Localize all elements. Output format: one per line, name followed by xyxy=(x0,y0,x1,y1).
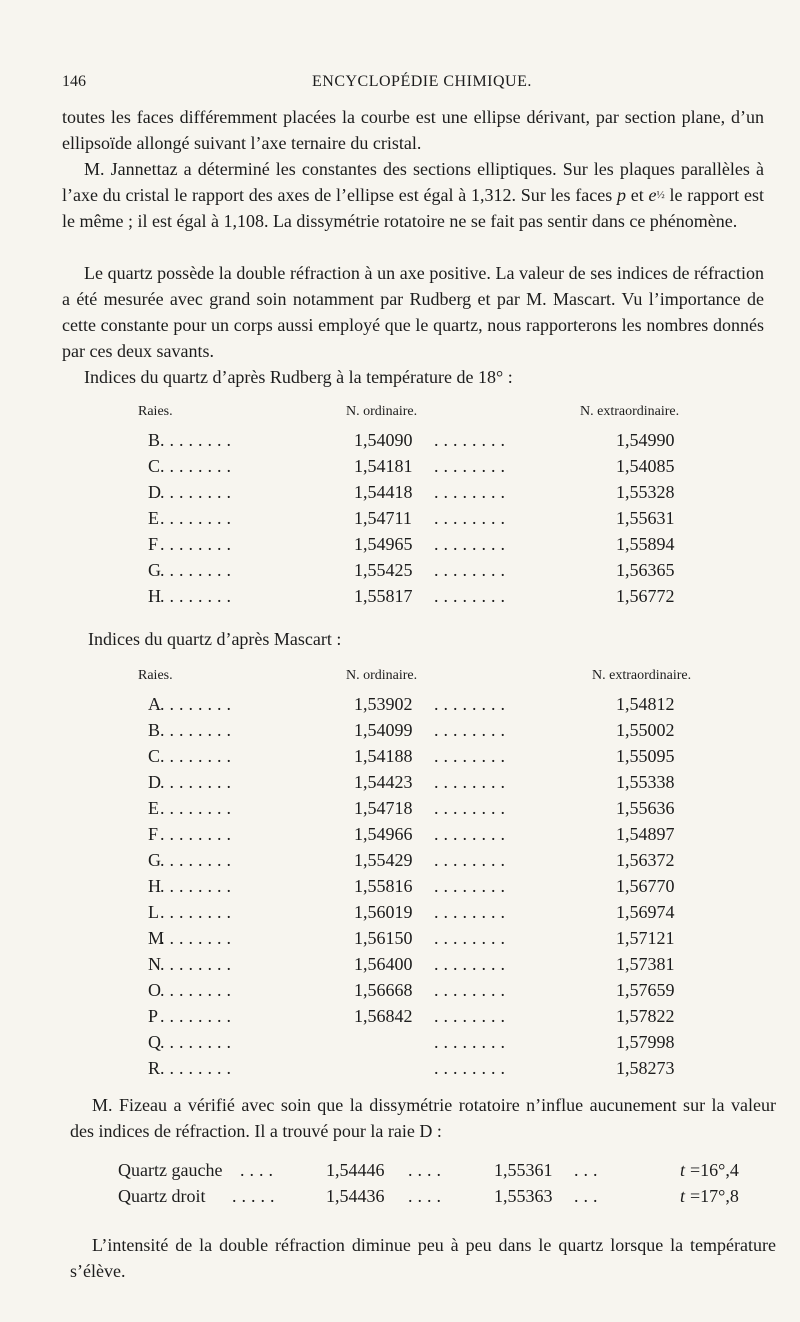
ordinary-index: 1,54418 xyxy=(354,482,413,502)
dot-leader: ........ xyxy=(434,902,510,922)
paragraph-jannettaz xyxy=(62,156,764,234)
ordinary-index: 1,54423 xyxy=(354,772,413,792)
ordinary-index: 1,54966 xyxy=(354,824,413,844)
dot-leader: ........ xyxy=(434,560,510,580)
page-header xyxy=(62,73,770,97)
ordinary-index: 1,54718 xyxy=(354,798,413,818)
ray-letter: F xyxy=(148,824,159,844)
extraordinary-index: 1,57659 xyxy=(616,980,675,1000)
dot-leader: ........ xyxy=(160,508,236,528)
extraordinary-index: 1,54812 xyxy=(616,694,675,714)
dot-leader: ........ xyxy=(434,798,510,818)
running-title: ENCYCLOPÉDIE CHIMIQUE. xyxy=(312,73,532,90)
ordinary-index: 1,54090 xyxy=(354,430,413,450)
header-extraordinaire: N. extraordinaire. xyxy=(592,668,692,683)
ordinary-index: 1,56150 xyxy=(354,928,413,948)
dot-leader: .... xyxy=(408,1186,446,1206)
paragraph-fizeau: M. Fizeau a vérifié avec soin que la dissymétrie rotatoire n’influe aucunement sur la valeur des indices de réfraction. Il a trouvé pour la raie D : xyxy=(70,1095,776,1141)
ray-letter: L xyxy=(148,902,159,922)
ray-letter: G xyxy=(148,850,161,870)
table-row xyxy=(0,902,800,928)
ordinary-index: 1,55816 xyxy=(354,876,413,896)
dot-leader: ........ xyxy=(434,746,510,766)
dot-leader: .... xyxy=(240,1160,278,1180)
index-value-1: 1,54436 xyxy=(326,1186,385,1206)
dot-leader: ........ xyxy=(160,850,236,870)
face-e-exponent: ½ xyxy=(656,189,665,201)
dot-leader: ........ xyxy=(160,876,236,896)
dot-leader: ........ xyxy=(160,746,236,766)
dot-leader: ........ xyxy=(160,430,236,450)
dot-leader: ........ xyxy=(434,430,510,450)
table-row xyxy=(0,720,800,746)
ordinary-index: 1,56400 xyxy=(354,954,413,974)
dot-leader: ........ xyxy=(434,1058,510,1078)
extraordinary-index: 1,54085 xyxy=(616,456,675,476)
paragraph-quartz: Le quartz possède la double réfraction à un axe positive. La valeur de ses indices de réfraction a été mesurée avec grand soin notamment par Rudberg et par M. Mascart. Vu l’importance de cette constante pour un corps aussi employé que le quartz, nous rapporterons les nombres donnés par ces deux savants. xyxy=(62,263,764,361)
table-row xyxy=(0,560,800,586)
ray-letter: N xyxy=(148,954,161,974)
paragraph-mascart-intro: Indices du quartz d’après Mascart : xyxy=(88,629,342,649)
ray-letter: G xyxy=(148,560,161,580)
extraordinary-index: 1,56372 xyxy=(616,850,675,870)
dot-leader: ........ xyxy=(160,928,236,948)
extraordinary-index: 1,55328 xyxy=(616,482,675,502)
paragraph-ellipse: toutes les faces différemment placées la courbe est une ellipse dérivant, par section plane, d’un ellipsoïde allongé suivant l’axe ternaire du cristal. xyxy=(62,107,764,153)
ray-letter: D xyxy=(148,772,161,792)
fizeau-row xyxy=(0,1186,800,1212)
index-value-2: 1,55361 xyxy=(494,1160,553,1180)
dot-leader: ........ xyxy=(434,850,510,870)
ray-letter: H xyxy=(148,876,161,896)
dot-leader: ........ xyxy=(160,1032,236,1052)
dot-leader: ........ xyxy=(160,482,236,502)
dot-leader: ........ xyxy=(434,586,510,606)
paragraph-rudberg-intro: Indices du quartz d’après Rudberg à la température de 18° : xyxy=(84,367,513,387)
ray-letter: E xyxy=(148,798,159,818)
ray-letter: E xyxy=(148,508,159,528)
ray-letter: M xyxy=(148,928,165,948)
ordinary-index: 1,55429 xyxy=(354,850,413,870)
dot-leader: ........ xyxy=(160,954,236,974)
paragraph-intensity: L’intensité de la double réfraction diminue peu à peu dans le quartz lorsque la température s’élève. xyxy=(70,1235,776,1281)
table-row xyxy=(0,980,800,1006)
ordinary-index: 1,54965 xyxy=(354,534,413,554)
ray-letter: R xyxy=(148,1058,161,1078)
table-row xyxy=(0,824,800,850)
face-e: e xyxy=(648,185,657,205)
dot-leader: ........ xyxy=(160,1058,236,1078)
table-row xyxy=(0,954,800,980)
ordinary-index: 1,56668 xyxy=(354,980,413,1000)
quartz-label: Quartz gauche xyxy=(118,1160,223,1180)
extraordinary-index: 1,56770 xyxy=(616,876,675,896)
page-number: 146 xyxy=(62,73,86,90)
dot-leader: ........ xyxy=(160,798,236,818)
temperature-symbol: t xyxy=(680,1186,686,1206)
header-ordinaire: N. ordinaire. xyxy=(346,668,418,683)
fizeau-row xyxy=(0,1160,800,1186)
dot-leader: ... xyxy=(574,1160,603,1180)
extraordinary-index: 1,55095 xyxy=(616,746,675,766)
index-value-2: 1,55363 xyxy=(494,1186,553,1206)
extraordinary-index: 1,57822 xyxy=(616,1006,675,1026)
header-ordinaire: N. ordinaire. xyxy=(346,404,418,419)
dot-leader: ........ xyxy=(160,694,236,714)
ordinary-index: 1,56842 xyxy=(354,1006,413,1026)
dot-leader: ........ xyxy=(160,456,236,476)
dot-leader: ........ xyxy=(434,694,510,714)
table-row xyxy=(0,694,800,720)
ray-letter: H xyxy=(148,586,161,606)
header-extraordinaire: N. extraordinaire. xyxy=(580,404,680,419)
table-row xyxy=(0,746,800,772)
extraordinary-index: 1,55631 xyxy=(616,508,675,528)
dot-leader: ........ xyxy=(434,980,510,1000)
table-row xyxy=(0,876,800,902)
temperature-value: =17°,8 xyxy=(690,1186,739,1206)
ray-letter: F xyxy=(148,534,159,554)
dot-leader: ........ xyxy=(160,902,236,922)
p2-part-a: M. Jannettaz a déterminé les constantes des sections elliptiques. Sur les plaques parallèles à l’axe du cristal le rapport des axes de l’ellipse est égal à 1,312. Sur les faces xyxy=(62,159,764,205)
extraordinary-index: 1,56365 xyxy=(616,560,675,580)
table-row xyxy=(0,1032,800,1058)
dot-leader: ........ xyxy=(434,772,510,792)
header-raies: Raies. xyxy=(138,668,173,683)
table-row xyxy=(0,1058,800,1084)
dot-leader: ........ xyxy=(434,508,510,528)
dot-leader: ..... xyxy=(232,1186,280,1206)
temperature-value: =16°,4 xyxy=(690,1160,739,1180)
table-row xyxy=(0,456,800,482)
dot-leader: ........ xyxy=(434,954,510,974)
dot-leader: .... xyxy=(408,1160,446,1180)
ray-letter: O xyxy=(148,980,161,1000)
ordinary-index: 1,56019 xyxy=(354,902,413,922)
extraordinary-index: 1,56974 xyxy=(616,902,675,922)
extraordinary-index: 1,57381 xyxy=(616,954,675,974)
dot-leader: ........ xyxy=(434,534,510,554)
ray-letter: Q xyxy=(148,1032,161,1052)
extraordinary-index: 1,54897 xyxy=(616,824,675,844)
ordinary-index: 1,54711 xyxy=(354,508,412,528)
index-value-1: 1,54446 xyxy=(326,1160,385,1180)
dot-leader: ... xyxy=(574,1186,603,1206)
face-p: p xyxy=(616,185,626,205)
ordinary-index: 1,55817 xyxy=(354,586,413,606)
dot-leader: ........ xyxy=(160,586,236,606)
ray-letter: A xyxy=(148,694,161,714)
ordinary-index: 1,54188 xyxy=(354,746,413,766)
p2-part-b: et xyxy=(625,185,649,205)
dot-leader: ........ xyxy=(434,876,510,896)
dot-leader: ........ xyxy=(434,456,510,476)
dot-leader: ........ xyxy=(434,1006,510,1026)
table-row xyxy=(0,928,800,954)
ordinary-index: 1,54181 xyxy=(354,456,413,476)
dot-leader: ........ xyxy=(434,928,510,948)
dot-leader: ........ xyxy=(160,980,236,1000)
extraordinary-index: 1,55002 xyxy=(616,720,675,740)
table-row xyxy=(0,586,800,612)
extraordinary-index: 1,57998 xyxy=(616,1032,675,1052)
extraordinary-index: 1,57121 xyxy=(616,928,675,948)
table-row xyxy=(0,508,800,534)
table-row xyxy=(0,850,800,876)
dot-leader: ........ xyxy=(160,1006,236,1026)
extraordinary-index: 1,54990 xyxy=(616,430,675,450)
dot-leader: ........ xyxy=(434,824,510,844)
dot-leader: ........ xyxy=(434,1032,510,1052)
dot-leader: ........ xyxy=(160,824,236,844)
extraordinary-index: 1,55636 xyxy=(616,798,675,818)
p2-part-c: le rapport est le même ; il est égal à 1,108. La dissymétrie rotatoire ne se fait pas sentir dans ce phénomène. xyxy=(62,185,764,231)
ray-letter: B xyxy=(148,430,161,450)
dot-leader: ........ xyxy=(160,534,236,554)
ordinary-index: 1,53902 xyxy=(354,694,413,714)
header-raies: Raies. xyxy=(138,404,173,419)
ray-letter: D xyxy=(148,482,161,502)
dot-leader: ........ xyxy=(434,482,510,502)
dot-leader: ........ xyxy=(160,720,236,740)
temperature-symbol: t xyxy=(680,1160,686,1180)
table-row xyxy=(0,798,800,824)
extraordinary-index: 1,56772 xyxy=(616,586,675,606)
ordinary-index: 1,54099 xyxy=(354,720,413,740)
table-row xyxy=(0,430,800,456)
table-row xyxy=(0,534,800,560)
extraordinary-index: 1,55338 xyxy=(616,772,675,792)
extraordinary-index: 1,55894 xyxy=(616,534,675,554)
dot-leader: ........ xyxy=(434,720,510,740)
table-row xyxy=(0,772,800,798)
ordinary-index: 1,55425 xyxy=(354,560,413,580)
quartz-label: Quartz droit xyxy=(118,1186,206,1206)
dot-leader: ........ xyxy=(160,772,236,792)
ray-letter: C xyxy=(148,456,161,476)
table-row xyxy=(0,482,800,508)
table-row xyxy=(0,1006,800,1032)
dot-leader: ........ xyxy=(160,560,236,580)
ray-letter: B xyxy=(148,720,161,740)
ray-letter: C xyxy=(148,746,161,766)
extraordinary-index: 1,58273 xyxy=(616,1058,675,1078)
ray-letter: P xyxy=(148,1006,159,1026)
